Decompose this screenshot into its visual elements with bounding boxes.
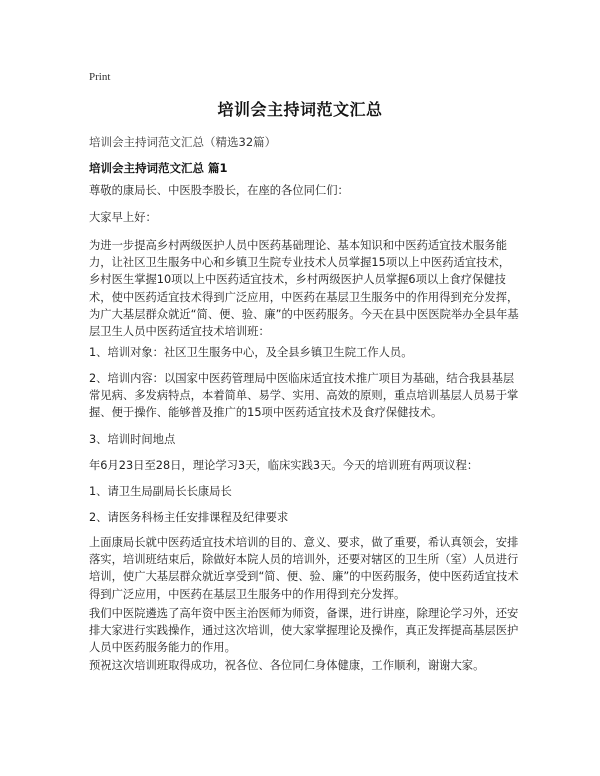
paragraph-closing: 预祝这次培训班取得成功，祝各位、各位同仁身体健康，工作顺利，谢谢大家。 [89,659,485,672]
print-label: Print [89,71,111,83]
paragraph-faculty: 我们中医院遴选了高年资中医主治医师为师资，备课，进行讲座，除理论学习外，还安排大家进行实践操作，通过这次培训，使大家掌握理论及操作，真正发挥提高基层医护人员中医药服务能力的作用。 [89,607,519,655]
section-heading: 培训会主持词范文汇总 篇1 [89,161,228,175]
paragraph-training-content: 2、培训内容：以国家中医药管理局中医临床适宜技术推广项目为基础，结合我县基层常见病、多发病特点，本着简单、易学、实用、高效的原则，重点培训基层人员易于掌握、便于操作、能够普及推广的15项中医药适宜技术及食疗保健技术。 [89,372,519,420]
paragraph-time-location-heading: 3、培训时间地点 [89,433,176,446]
paragraph-salutation: 尊敬的康局长、中医股李股长，在座的各位同仁们： [89,184,349,197]
paragraph-agenda-item-1: 1、请卫生局副局长长康局长 [89,485,232,498]
paragraph-training-target: 1、培训对象：社区卫生服务中心，及全县乡镇卫生院工作人员。 [89,346,413,359]
page-title: 培训会主持词范文汇总 [217,100,383,119]
paragraph-introduction: 为进一步提高乡村两级医护人员中医药基础理论、基本知识和中医药适宜技术服务能力，让社区卫生服务中心和乡镇卫生院专业技术人员掌握15项以上中医药适宜技术，乡村医生掌握10项以上中医药适宜技术，乡村两级医护人员掌握6项以上食疗保健技术，使中医药适宜技术得到广泛应用，中医药在基层卫生服务中的作用得到充分发挥，为广大基层群众就近“简、便、验、廉”的中医药服务。今天在县中医医院举办全县年基层卫生人员中医药适宜技术培训班： [89,239,519,339]
paragraph-summary: 上面康局长就中医药适宜技术培训的目的、意义、要求，做了重要，希认真领会，安排落实，培训班结束后，除做好本院人员的培训外，还要对辖区的卫生所（室）人员进行培训，使广大基层群众就近享受到“简、便、验、廉”的中医药服务，使中医药适宜技术得到广泛应用，中医药在基层卫生服务中的作用得到充分发挥。 [89,536,519,601]
paragraph-greeting: 大家早上好： [89,211,157,224]
paragraph-schedule: 年6月23日至28日，理论学习3天，临床实践3天。今天的培训班有两项议程： [89,459,479,472]
paragraph-agenda-item-2: 2、请医务科杨主任安排课程及纪律要求 [89,511,289,524]
document-subtitle: 培训会主持词范文汇总（精选32篇） [89,135,277,149]
